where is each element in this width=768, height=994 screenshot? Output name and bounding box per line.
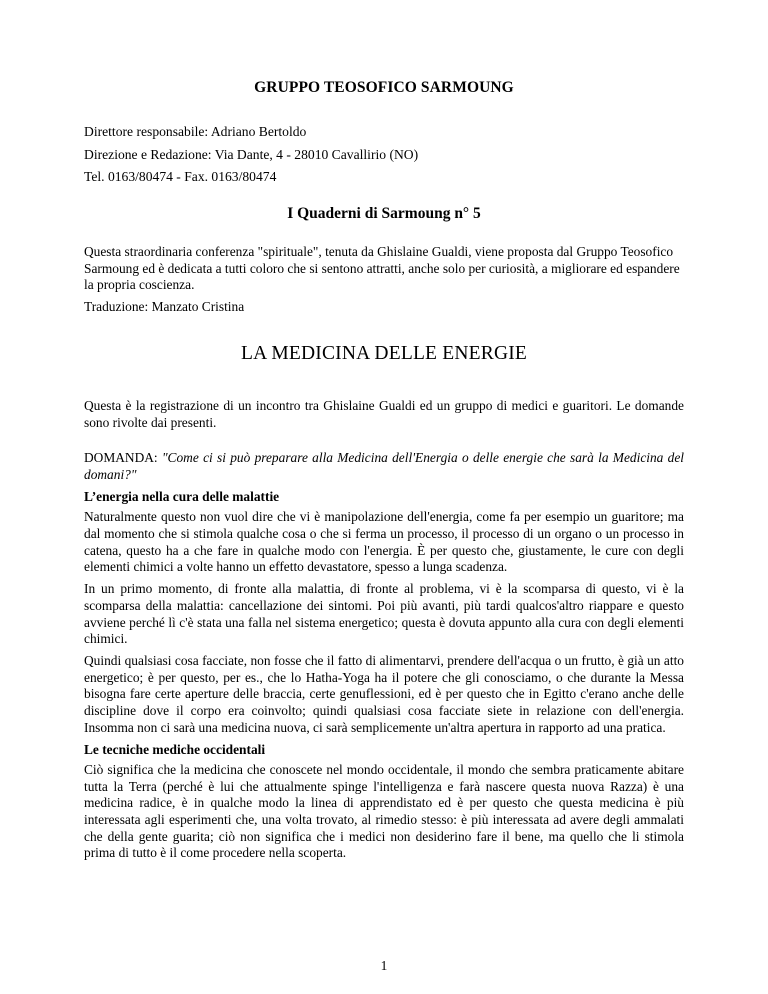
org-title: GRUPPO TEOSOFICO SARMOUNG — [254, 79, 514, 96]
question-label: DOMANDA: — [84, 450, 162, 466]
question-paragraph — [84, 450, 684, 483]
translation-credit: Traduzione: Manzato Cristina — [84, 299, 245, 314]
address-line: Direzione e Redazione: Via Dante, 4 - 28010 Cavallirio (NO) — [84, 146, 419, 162]
section-heading-tecniche: Le tecniche mediche occidentali — [84, 741, 266, 757]
article-body — [84, 398, 684, 867]
intro-paragraph: Questa straordinaria conferenza "spirituale", tenuta da Ghislaine Gualdi, viene proposta dal Gruppo Teosofico Sarmoung ed è dedicata a tutti coloro che si sentono attratti, anche solo per curiosità, a migliorare ed espandere la propria coscienza. — [84, 244, 680, 292]
paragraph-1: Naturalmente questo non vuol dire che vi è manipolazione dell'energia, come fa per esempio un guaritore; ma dal momento che si stimola qualche cosa o che si ferma un processo, il processo di un organo o un processo in catena, questo ha a che fare in qualche modo con l'energia. È per questo che, giustamente, le cure con degli elementi chimici a volte hanno un effetto devastatore, spesso a lunga scadenza. — [84, 509, 684, 575]
phone-line: Tel. 0163/80474 - Fax. 0163/80474 — [84, 169, 277, 184]
director-line: Direttore responsabile: Adriano Bertoldo — [84, 124, 307, 139]
question-text: "Come ci si può preparare alla Medicina dell'Energia o delle energie che sarà la Medicina del domani?" — [84, 450, 685, 482]
lead-paragraph: Questa è la registrazione di un incontro tra Ghislaine Gualdi ed un gruppo di medici e guaritori. Le domande sono rivolte dai presenti. — [84, 398, 684, 430]
paragraph-3: Quindi qualsiasi cosa facciate, non fosse che il fatto di alimentarvi, prendere dell'acqua o un frutto, è già un atto energetico; è per questo, per es., che lo Hatha-Yoga ha il potere che gli conosciamo, o che durante la Messa bisogna fare certe aperture delle braccia, certe genuflessioni, ed è per questo che in Egitto c'erano anche delle discipline dove il corpo era coinvolto; quindi qualsiasi cosa facciate siete in relazione con dell'energia. Insomma non ci sarà una medicina nuova, ci sarà semplicemente un'altra apertura in rapporto ad una pratica. — [84, 653, 684, 735]
paragraph-2: In un primo momento, di fronte alla malattia, di fronte al problema, vi è la scomparsa di questo, vi è la scomparsa della malattia: cancellazione dei sintomi. Poi più avanti, più tardi qualcos'altro riappare e questo avviene perché lì c'è stata una falla nel sistema energetico; questa è dovuta appunto alla cura con degli elementi chimici. — [84, 581, 684, 647]
paragraph-4: Ciò significa che la medicina che conoscete nel mondo occidentale, il mondo che sembra praticamente abitare tutta la Terra (perché è lui che attualmente spinge l'intelligenza e farà nascere questa nuova Razza) è una medicina radice, è in qualche modo la linea di apprendistato ed è per questo che questa medicina è più interessata agli esperimenti che, una volta trovato, al rimedio stesso: è più interessata ad avere degli ammalati che della gente guarita; ciò non significa che i medici non desiderino fare il bene, ma quello che li stimola prima di tutto è il come procedere nella scoperta. — [84, 762, 684, 861]
main-title: LA MEDICINA DELLE ENERGIE — [240, 343, 528, 364]
section-heading-energia: L’energia nella cura delle malattie — [84, 488, 280, 504]
issue-title: I Quaderni di Sarmoung n° 5 — [287, 205, 481, 222]
masthead — [84, 121, 418, 189]
page-number: 1 — [380, 958, 388, 973]
